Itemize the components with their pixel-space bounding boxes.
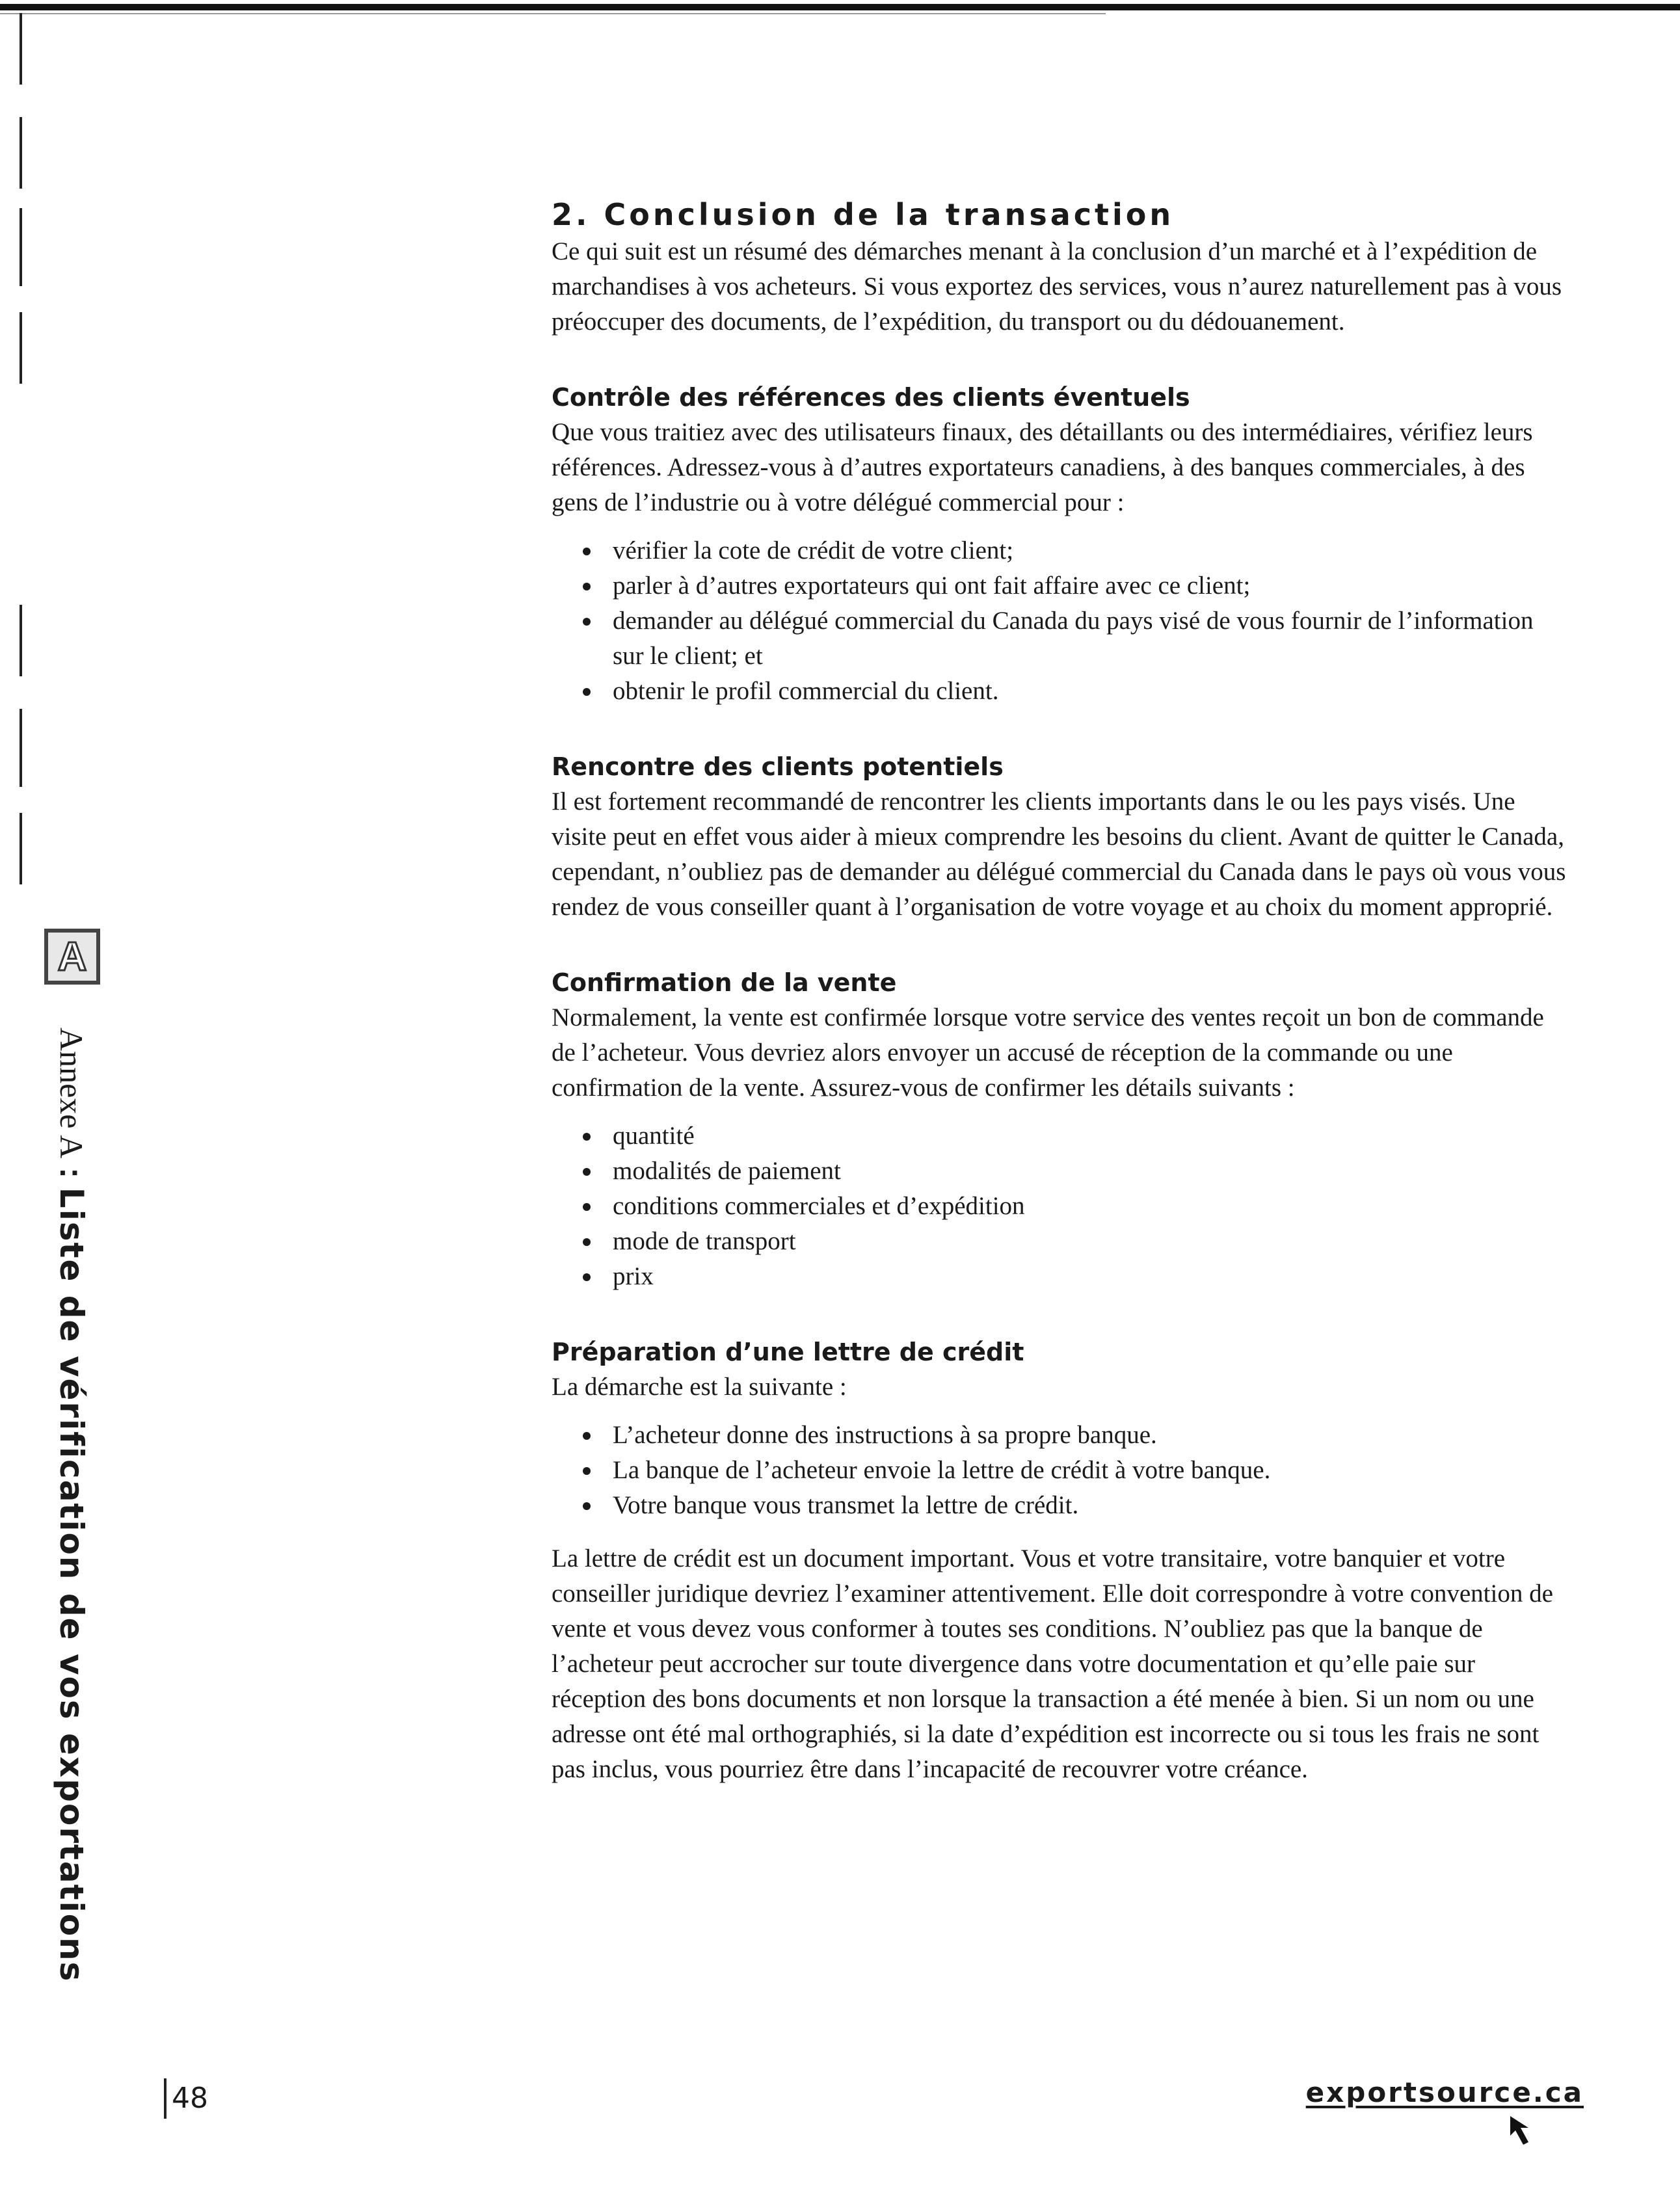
list-item: L’acheteur donne des instructions à sa propre banque. [583, 1418, 1566, 1453]
list-item: demander au délégué commercial du Canada du pays visé de vous fournir de l’information sur le client; et [583, 603, 1566, 674]
scan-margin-mark [20, 605, 22, 676]
main-content [552, 195, 1566, 1827]
scan-margin-mark [20, 13, 22, 85]
list-item: vérifier la cote de crédit de votre client; [583, 533, 1566, 568]
list-item: Votre banque vous transmet la lettre de crédit. [583, 1488, 1566, 1523]
annex-label: Annexe A [53, 1027, 90, 1159]
scan-edge-top [0, 4, 1680, 10]
section-lettre [552, 1334, 1566, 1787]
section-body: Que vous traitiez avec des utilisateurs finaux, des détaillants ou des intermédiaires, vérifiez leurs références. Adressez-vous à d’autres exportateurs canadiens, à des banques commerciales, à des gens de l’industrie ou à votre délégué commercial pour : [552, 418, 1533, 516]
scan-margin-mark [20, 117, 22, 189]
list-item: mode de transport [583, 1224, 1566, 1259]
section-confirmation [552, 965, 1566, 1294]
annex-tab-marker [44, 929, 100, 985]
list-item: parler à d’autres exportateurs qui ont fait affaire avec ce client; [583, 568, 1566, 603]
list-item: quantité [583, 1119, 1566, 1154]
section-conclusion [552, 195, 1566, 339]
section-title: Rencontre des clients potentiels [552, 752, 1004, 781]
annex-colon: : [53, 1158, 90, 1187]
scan-margin-mark [20, 208, 22, 286]
intro-paragraph: Ce qui suit est un résumé des démarches menant à la conclusion d’un marché et à l’expédition de marchandises à vos acheteurs. Si vous exportez des services, vous n’aurez naturellement pas à vous préoccuper des documents, de l’expédition, du transport ou du dédouanement. [552, 237, 1562, 336]
annex-tab-letter: A [57, 934, 87, 979]
section-body: La démarche est la suivante : [552, 1373, 847, 1401]
page-heading: 2. Conclusion de la transaction [552, 197, 1175, 232]
section-title: Contrôle des références des clients éventuels [552, 383, 1190, 412]
bullet-list [552, 1418, 1566, 1523]
closing-paragraph: La lettre de crédit est un document important. Vous et votre transitaire, votre banquier et votre conseiller juridique devriez l’examiner attentivement. Elle doit correspondre à votre convention de vente et vous devez vous conformer à toutes ses conditions. N’oubliez pas que la banque de l’acheteur peut accrocher sur toute divergence dans votre documentation et qu’elle paie sur réception des bons documents et non lorsque la transaction a été menée à bien. Si un nom ou une adresse ont été mal orthographiés, si la date d’expédition est incorrecte ou si tous les frais ne sont pas inclus, vous pourriez être dans l’incapacité de recouvrer votre créance. [552, 1544, 1553, 1783]
arrow-cursor-icon [1508, 2114, 1544, 2150]
section-title: Confirmation de la vente [552, 968, 897, 997]
annex-title: Liste de vérification de vos exportations [53, 1187, 90, 1983]
list-item: conditions commerciales et d’expédition [583, 1189, 1566, 1224]
scan-margin-mark [20, 709, 22, 787]
bullet-list [552, 1119, 1566, 1294]
list-item: prix [583, 1259, 1566, 1294]
bullet-list [552, 533, 1566, 709]
footer-rule [164, 2078, 167, 2119]
section-body: Il est fortement recommandé de rencontrer les clients importants dans le ou les pays visés. Une visite peut en effet vous aider à mieux comprendre les besoins du client. Avant de quitter le Canada, cependant, n’oubliez pas de demander au délégué commercial du Canada dans le pays où vous vous rendez de vous conseiller quant à l’organisation de votre voyage et au choix du moment approprié. [552, 788, 1566, 921]
list-item: modalités de paiement [583, 1154, 1566, 1189]
list-item: obtenir le profil commercial du client. [583, 674, 1566, 709]
scan-margin-mark [20, 813, 22, 884]
page-number: 48 [172, 2082, 208, 2115]
list-item: La banque de l’acheteur envoie la lettre de crédit à votre banque. [583, 1453, 1566, 1488]
section-body: Normalement, la vente est confirmée lorsque votre service des ventes reçoit un bon de commande de l’acheteur. Vous devriez alors envoyer un accusé de réception de la commande ou une confirmation de la vente. Assurez-vous de confirmer les détails suivants : [552, 1003, 1544, 1102]
scan-margin-mark [20, 312, 22, 384]
footer-url-link[interactable]: exportsource.ca [1305, 2076, 1584, 2108]
scan-edge-top-thin [0, 13, 1106, 14]
section-title: Préparation d’une lettre de crédit [552, 1338, 1024, 1366]
section-rencontre [552, 749, 1566, 925]
running-header-vertical [46, 1027, 98, 1983]
section-references [552, 380, 1566, 709]
